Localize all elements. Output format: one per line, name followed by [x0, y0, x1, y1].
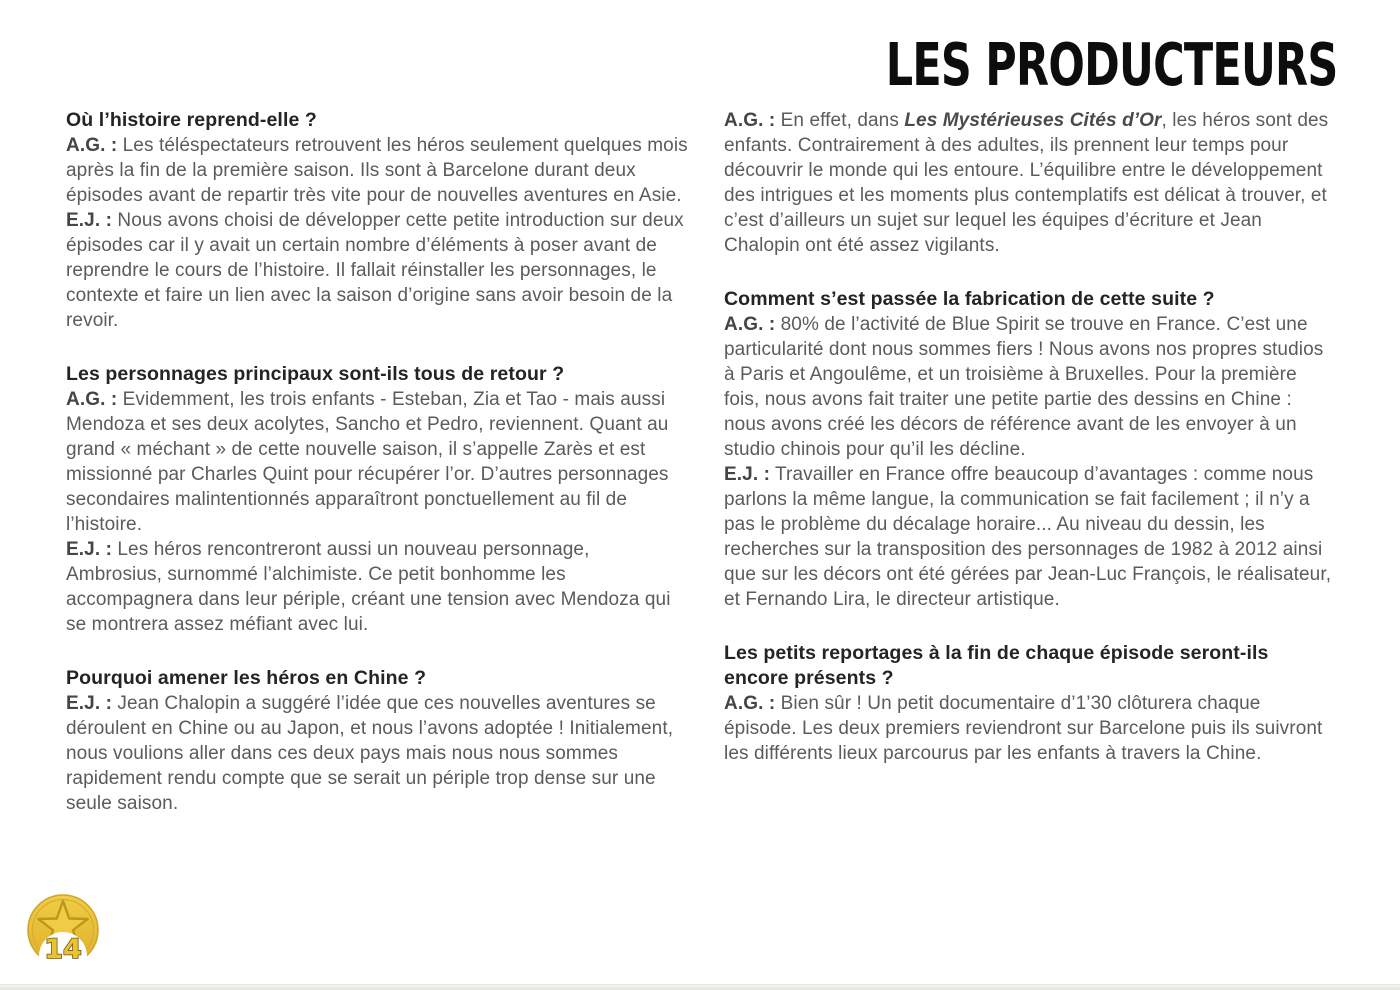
page-number: 14 [44, 934, 82, 965]
speaker-label: A.G. : [724, 110, 776, 131]
question-heading: Les personnages principaux sont-ils tous de retour ? [66, 363, 565, 385]
qa-section [66, 108, 688, 333]
interview-body [66, 108, 1336, 816]
answer-text: Evidemment, les trois enfants - Esteban, Zia et Tao - mais aussi Mendoza et ses deux acolytes, Sancho et Pedro, reviennent. Quant au grand « méchant » de cette nouvelle saison, il s’appelle Zarès et est missionné par Charles Quint pour récupérer l’or. D’autres personnages secondaires malintentionnés apparaîtront ponctuellement au fil de l’histoire. [66, 389, 669, 535]
question-heading: Comment s’est passée la fabrication de cette suite ? [724, 288, 1215, 310]
speaker-label: E.J. : [66, 693, 113, 714]
next-page-edge [0, 984, 1400, 990]
qa-section [724, 641, 1336, 766]
qa-section [66, 362, 688, 637]
speaker-label: A.G. : [724, 693, 776, 714]
speaker-label: A.G. : [66, 135, 118, 156]
answer-paragraph [66, 208, 688, 333]
series-title-text: Les Mystérieuses Cités d’Or [904, 110, 1162, 131]
speaker-label: E.J. : [724, 464, 771, 485]
sun-medallion-icon [27, 894, 99, 972]
answer-text: Travailler en France offre beaucoup d’avantages : comme nous parlons la même langue, la communication se fait facilement ; il n’y a pas le problème du décalage horaire... Au niveau du dessin, les recherches sur la transposition des personnages de 1982 à 2012 ainsi que sur les décors ont été gérées par Jean-Luc François, le réalisateur, et Fernando Lira, le directeur artistique. [724, 464, 1332, 610]
answer-text: Les téléspectateurs retrouvent les héros seulement quelques mois après la fin de la première saison. Ils sont à Barcelone durant deux épisodes avant de repartir très vite pour de nouvelles aventures en Asie. [66, 135, 688, 206]
speaker-label: E.J. : [66, 210, 113, 231]
speaker-label: A.G. : [66, 389, 118, 410]
qa-section [724, 287, 1336, 612]
answer-text: En effet, dans [775, 110, 905, 131]
answer-paragraph [724, 108, 1336, 258]
answer-text: 80% de l’activité de Blue Spirit se trouve en France. C’est une particularité dont nous sommes fiers ! Nous avons nos propres studios à Paris et Angoulême, et un troisième à Bruxelles. Pour la première fois, nous avons fait traiter une petite partie des dessins en Chine : nous avons créé les décors de référence avant de les envoyer à un studio chinois pour qu’il les décline. [724, 314, 1324, 460]
page-number-badge [27, 894, 99, 972]
answer-paragraph [66, 133, 688, 208]
page-title: LES PRODUCTEURS [886, 30, 1338, 100]
answer-paragraph [724, 312, 1336, 462]
answer-text: Nous avons choisi de développer cette petite introduction sur deux épisodes car il y avait un certain nombre d’éléments à poser avant de reprendre le cours de l’histoire. Il fallait réinstaller les personnages, le contexte et faire un lien avec la saison d’origine sans avoir besoin de la revoir. [66, 210, 684, 331]
question-heading: Pourquoi amener les héros en Chine ? [66, 667, 427, 689]
answer-text: Jean Chalopin a suggéré l’idée que ces nouvelles aventures se déroulent en Chine ou au Japon, et nous l’avons adoptée ! Initialement, nous voulions aller dans ces deux pays mais nous nous sommes rapidement rendu compte que se serait un périple trop dense sur une seule saison. [66, 693, 674, 814]
answer-paragraph [724, 462, 1336, 612]
speaker-label: A.G. : [724, 314, 776, 335]
answer-paragraph [724, 691, 1336, 766]
left-column [66, 108, 688, 816]
answer-paragraph [66, 387, 688, 537]
qa-section [66, 666, 688, 816]
answer-text: , les héros sont des enfants. Contrairement à des adultes, ils prennent leur temps pour découvrir le monde qui les entoure. L’équilibre entre le développement des intrigues et les moments plus contemplatifs est délicat à trouver, et c’est d’ailleurs un sujet sur lequel les équipes d’écriture et Jean Chalopin ont été assez vigilants. [724, 110, 1329, 256]
right-column [724, 108, 1336, 816]
question-heading: Les petits reportages à la fin de chaque épisode seront-ils encore présents ? [724, 642, 1269, 689]
answer-paragraph [66, 691, 688, 816]
speaker-label: E.J. : [66, 539, 113, 560]
answer-text: Les héros rencontreront aussi un nouveau personnage, Ambrosius, surnommé l’alchimiste. Ce petit bonhomme les accompagnera dans leur périple, créant une tension avec Mendoza qui se montrera assez méfiant avec lui. [66, 539, 671, 635]
answer-text: Bien sûr ! Un petit documentaire d’1’30 clôturera chaque épisode. Les deux premiers reviendront sur Barcelone puis ils suivront les différents lieux parcourus par les enfants à travers la Chine. [724, 693, 1323, 764]
answer-paragraph [66, 537, 688, 637]
qa-section [724, 108, 1336, 258]
question-heading: Où l’histoire reprend-elle ? [66, 109, 317, 131]
